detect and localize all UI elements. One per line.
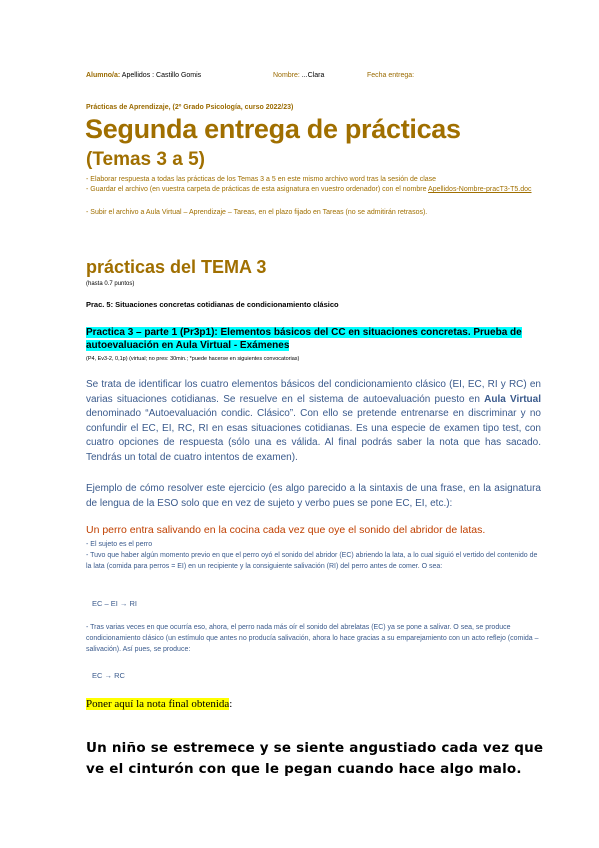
para1-b: denominado “Autoevaluación condic. Clásico”. Con ello se pretende entrenarse en discriminar y no confundir el EC, EI, RC, RI en esas situaciones cotidianas. Es una especie de examen tipo test, con cuatro opciones de respuesta (sólo una es válida. Al final podrás saber la nota que has sacado. Tendrás un total de cuatro intentos de examen). bbox=[86, 408, 541, 463]
practica-meta: (P4, Ev3-2, 0,1p) (virtual; no pres: 30min.; *puede hacerse en siguientes convocatorias) bbox=[86, 356, 300, 362]
para1-bold: Aula Virtual bbox=[484, 393, 541, 405]
nombre-label: Nombre: bbox=[273, 72, 302, 79]
header-fecha bbox=[367, 72, 414, 79]
tema3-points: (hasta 0.7 puntos) bbox=[86, 281, 135, 287]
example-item-3: - Tras varias veces en que ocurría eso, ahora, el perro nada más oír el sonido del abrelatas (EC) ya se pone a salivar. O sea, se produce condicionamiento clásico (un estímulo que antes no producía salivación, ahora lo hace gracias a su emparejamiento con un acto reflejo (comida – salivación). Así pues, se produce: bbox=[86, 624, 539, 653]
prac5-title: Prac. 5: Situaciones concretas cotidianas de condicionamiento clásico bbox=[86, 300, 339, 309]
tema3-heading: prácticas del TEMA 3 bbox=[86, 257, 267, 277]
example-intro: Ejemplo de cómo resolver este ejercicio (es algo parecido a la sintaxis de una frase, en la asignatura de lengua de la ESO solo que en vez de sujeto y verbo pues se pone EC, EI, etc.): bbox=[86, 483, 541, 509]
para1-a: Se trata de identificar los cuatro elementos básicos del condicionamiento clásico (EI, EC, RI y RC) en varias situaciones cotidianas. Se resuelve en el sistema de autoevaluación puesto en bbox=[86, 379, 541, 405]
practica-title-text: Practica 3 – parte 1 (Pr3p1): Elementos básicos del CC en situaciones concretas. Prueba de autoevaluación en Aula Virtual - Exámenes bbox=[86, 327, 522, 351]
grade-prompt-text: Poner aquí la nota final obtenida bbox=[86, 698, 230, 710]
formula-1: EC – EI → RI bbox=[92, 599, 138, 608]
example-explanation-1 bbox=[86, 539, 541, 572]
apellidos-label: Apellidos : bbox=[121, 72, 155, 79]
practica-title bbox=[86, 326, 546, 352]
page-title: Segunda entrega de prácticas bbox=[85, 114, 461, 144]
example-explanation-2 bbox=[86, 622, 541, 655]
example-item-1: - El sujeto es el perro bbox=[86, 541, 153, 548]
example-item-2: - Tuvo que haber algún momento previo en que el perro oyó el sonido del abridor (EC) abriendo la lata, a lo cual siguió el vertido del contenido de la lata (comida para perros = EI) en un recipiente y la consiguiente salivación (RI) del perro antes de comer. O sea: bbox=[86, 552, 538, 570]
apellidos-value: Castillo Gomis bbox=[156, 72, 202, 79]
course-subheading: Prácticas de Aprendizaje, (2º Grado Psicología, curso 2022/23) bbox=[86, 104, 294, 111]
grade-prompt bbox=[86, 698, 232, 710]
header-alumno bbox=[86, 72, 201, 79]
situation-sentence: Un niño se estremece y se siente angustiado cada vez que ve el cinturón con que le pegan cuando hace algo malo. bbox=[86, 740, 544, 777]
example-sentence: Un perro entra salivando en la cocina cada vez que oye el sonido del abridor de latas. bbox=[86, 524, 486, 536]
instruction-3: - Subir el archivo a Aula Virtual – Aprendizaje – Tareas, en el plazo fijado en Tareas (no se admitirán retrasos). bbox=[86, 209, 428, 216]
instruction-2 bbox=[86, 185, 546, 194]
instruction-1: - Elaborar respuesta a todas las prácticas de los Temas 3 a 5 en este mismo archivo word tras la sesión de clase bbox=[86, 176, 437, 183]
practica-description bbox=[86, 378, 541, 466]
fecha-label: Fecha entrega: bbox=[367, 72, 415, 79]
nombre-value: ...Clara bbox=[301, 72, 325, 79]
instruction-2-text: - Guardar el archivo (en vuestra carpeta de prácticas de esta asignatura en vuestro ordenador) con el nombre bbox=[86, 186, 429, 193]
formula-2: EC → RC bbox=[92, 671, 125, 680]
grade-prompt-colon: : bbox=[229, 698, 233, 710]
alumno-label: Alumno/a: bbox=[86, 72, 121, 79]
page-subtitle: (Temas 3 a 5) bbox=[86, 149, 205, 170]
header-nombre bbox=[273, 72, 324, 79]
filename-link[interactable]: Apellidos-Nombre-pracT3-T5.doc bbox=[428, 186, 532, 193]
